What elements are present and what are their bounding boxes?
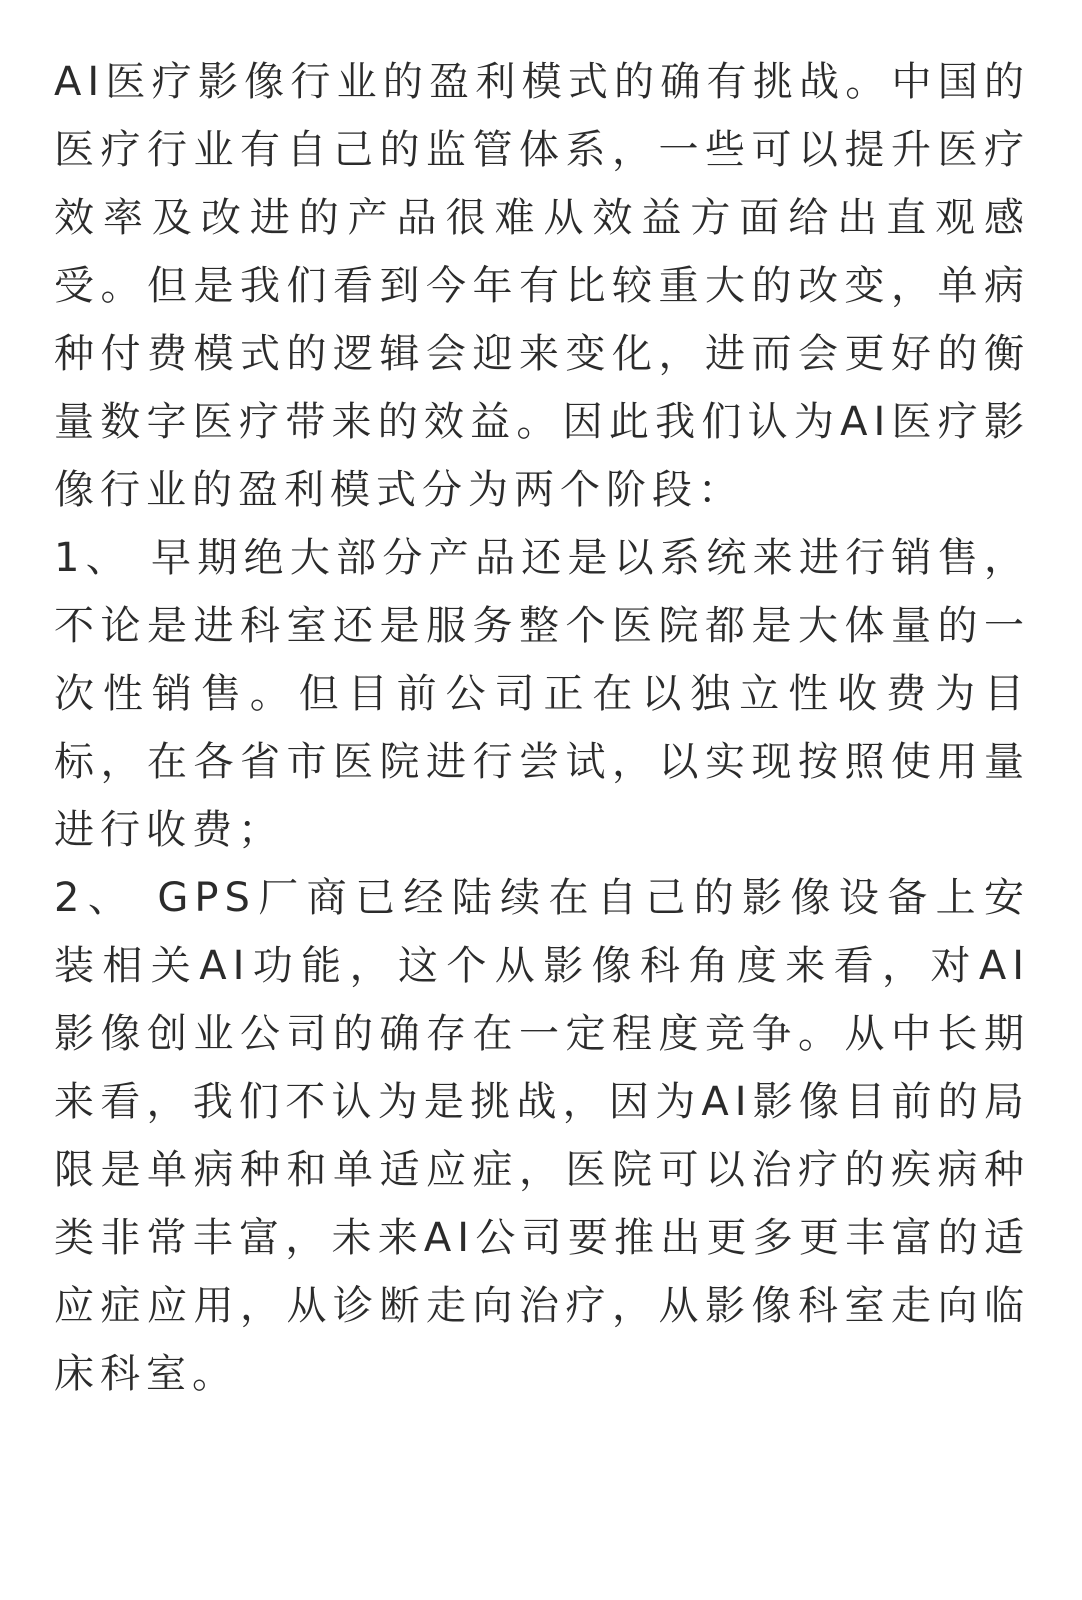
point-two-paragraph: 2、 GPS厂商已经陆续在自己的影像设备上安装相关AI功能，这个从影像科角度来看，对AI影像创业公司的确存在一定程度竞争。从中长期来看，我们不认为是挑战，因为AI影像目前的局限是单病种和单适应症，医院可以治疗的疾病种类非常丰富，未来AI公司要推出更多更丰富的适应症应用，从诊断走向治疗，从影像科室走向临床科室。 — [54, 875, 1030, 1397]
intro-paragraph: AI医疗影像行业的盈利模式的确有挑战。中国的医疗行业有自己的监管体系，一些可以提升医疗效率及改进的产品很难从效益方面给出直观感受。但是我们看到今年有比较重大的改变，单病种付费模式的逻辑会迎来变化，进而会更好的衡量数字医疗带来的效益。因此我们认为AI医疗影像行业的盈利模式分为两个阶段： — [54, 59, 1030, 513]
article-body — [54, 48, 1030, 1408]
point-one-paragraph: 1、 早期绝大部分产品还是以系统来进行销售，不论是进科室还是服务整个医院都是大体量的一次性销售。但目前公司正在以独立性收费为目标，在各省市医院进行尝试，以实现按照使用量进行收费； — [54, 535, 1030, 853]
